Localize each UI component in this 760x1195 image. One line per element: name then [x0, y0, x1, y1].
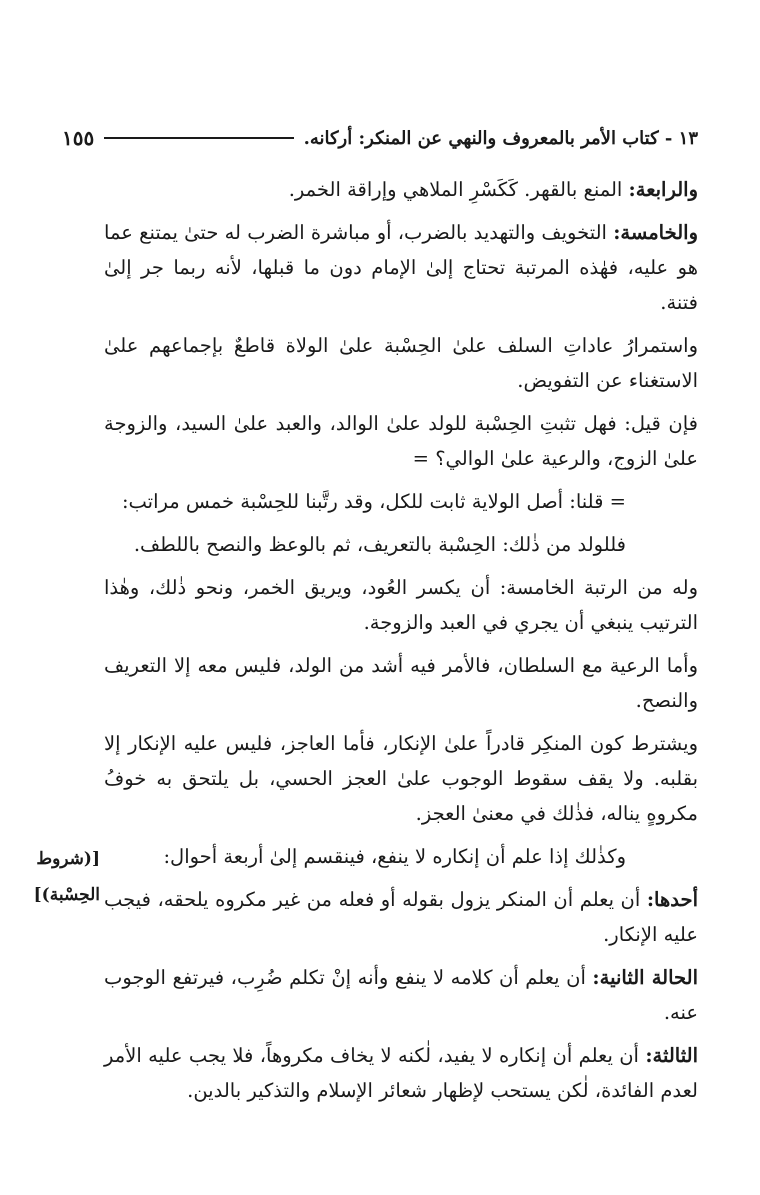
paragraph-lead: الثالثة: [645, 1044, 698, 1067]
paragraph [104, 1038, 698, 1108]
header-rule [104, 137, 293, 139]
paragraph-text: وله من الرتبة الخامسة: أن يكسر العُود، ويريق الخمر، ونحو ذٰلك، وهٰذا الترتيب ينبغي أن يجري في العبد والزوجة. [104, 576, 698, 634]
paragraph-text: واستمرارُ عاداتِ السلف علىٰ الحِسْبة علىٰ الولاة قاطعٌ بإجماعهم علىٰ الاستغناء عن التفويض. [104, 334, 698, 392]
body-text [104, 172, 698, 1116]
margin-note-line: الحِسْبة)] [33, 885, 100, 905]
paragraph-lead: والرابعة: [628, 178, 698, 201]
paragraph-text: وأما الرعية مع السلطان، فالأمر فيه أشد من الولد، فليس معه إلا التعريف والنصح. [104, 654, 698, 712]
paragraph [104, 839, 698, 874]
paragraph [104, 960, 698, 1030]
paragraph [104, 527, 698, 562]
paragraph-text: وكذٰلك إذا علم أن إنكاره لا ينفع، فينقسم إلىٰ أربعة أحوال: [163, 845, 626, 868]
paragraph [104, 726, 698, 831]
paragraph-text: فللولد من ذٰلك: الحِسْبة بالتعريف، ثم بالوعظ والنصح باللطف. [133, 533, 626, 556]
paragraph [104, 570, 698, 640]
paragraph [104, 215, 698, 320]
page-number: ١٥٥ [62, 126, 95, 150]
paragraph-lead: والخامسة: [613, 221, 698, 244]
running-header [62, 118, 698, 158]
paragraph-text: = قلنا: أصل الولاية ثابت للكل، وقد رتَّبنا للحِسْبة خمس مراتب: [121, 490, 626, 513]
paragraph [104, 882, 698, 952]
paragraph [104, 484, 698, 519]
paragraph-lead: الحالة الثانية: [592, 966, 698, 989]
paragraph-lead: أحدها: [646, 888, 698, 911]
paragraph-text: أن يعلم أن المنكر يزول بقوله أو فعله من غير مكروه يلحقه، فيجب عليه الإنكار. [104, 888, 698, 946]
paragraph-text: المنع بالقهر. كَكَسْرِ الملاهي وإراقة الخمر. [288, 178, 629, 201]
chapter-title: ١٣ - كتاب الأمر بالمعروف والنهي عن المنكر: أركانه. [303, 127, 698, 149]
paragraph [104, 648, 698, 718]
paragraph [104, 328, 698, 398]
paragraph [104, 406, 698, 476]
paragraph [104, 172, 698, 207]
margin-note [33, 841, 100, 913]
paragraph-text: فإن قيل: فهل تثبتِ الحِسْبة للولد علىٰ الوالد، والعبد علىٰ السيد، والزوجة علىٰ الزوج، والرعية علىٰ الوالي؟ = [104, 412, 698, 470]
paragraph-text: التخويف والتهديد بالضرب، أو مباشرة الضرب له حتىٰ يمتنع عما هو عليه، فهٰذه المرتبة تحتاج إلىٰ الإمام دون ما قبلها، لأنه ربما جر إلىٰ فتنة. [104, 221, 698, 314]
margin-note-line: [(شروط [36, 849, 100, 869]
paragraph-text: أن يعلم أن إنكاره لا يفيد، لٰكنه لا يخاف مكروهاً، فلا يجب عليه الأمر لعدم الفائدة، لٰكن يستحب لإظهار شعائر الإسلام والتذكير بالدين. [104, 1044, 698, 1102]
paragraph-text: أن يعلم أن كلامه لا ينفع وأنه إنْ تكلم ضُرِب، فيرتفع الوجوب عنه. [104, 966, 698, 1024]
paragraph-text: ويشترط كون المنكِر قادراً علىٰ الإنكار، فأما العاجز، فليس عليه الإنكار إلا بقلبه. ولا يقف سقوط الوجوب علىٰ العجز الحسي، بل يلتحق به خوفُ مكروهٍ يناله، فذٰلك في معنىٰ العجز. [104, 732, 698, 825]
